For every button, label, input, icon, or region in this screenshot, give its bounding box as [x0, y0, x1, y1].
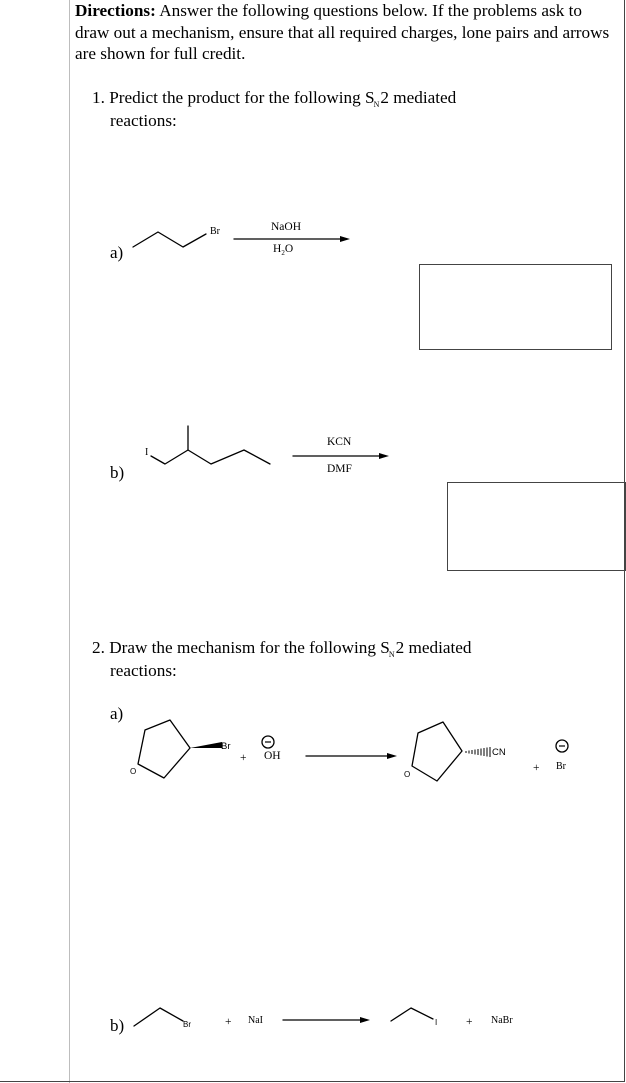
- q2b-label: b): [110, 1016, 125, 1035]
- q2b-reactant-skeleton: [134, 1008, 183, 1026]
- q2a-product-ring-oxygen: O: [404, 770, 411, 779]
- q1b-leaving-group: I: [145, 447, 149, 458]
- q2b-arrowhead-icon: [360, 1017, 370, 1023]
- q2a-leaving-group: Br: [221, 741, 231, 752]
- q1a-reagent-bottom: $H_2O$: [273, 243, 294, 257]
- q1a-reactant-skeleton: [133, 232, 206, 247]
- q1a-reagent-top: NaOH: [271, 221, 302, 233]
- q2-prompt: 2. Draw the mechanism for the following $S_N2$ mediated: [92, 638, 472, 659]
- q2b-byproduct-plus: +: [466, 1016, 473, 1028]
- q2a-arrowhead-icon: [387, 753, 397, 759]
- q2a-label: a): [110, 704, 124, 723]
- q1b-reagent-bottom: DMF: [327, 463, 352, 475]
- q2a-byproduct: Br: [556, 761, 566, 772]
- q1b-label: b): [110, 463, 125, 482]
- q1-prompt: 1. Predict the product for the following $S_N2$ mediated: [92, 88, 457, 109]
- q2a-reactant-ring: [138, 720, 190, 778]
- q2b-leaving-group: Br: [183, 1020, 191, 1029]
- q2-prompt-line2: reactions:: [110, 661, 177, 680]
- q2b-product-skeleton: [391, 1008, 433, 1021]
- q1b-arrowhead-icon: [379, 453, 389, 459]
- q2a-product-ring: [412, 722, 462, 781]
- q1a-leaving-group: Br: [210, 226, 220, 237]
- q2a-byproduct-plus: +: [533, 762, 540, 774]
- directions-heading: Directions: [75, 1, 151, 20]
- q2a-wedge-bond: [190, 742, 222, 748]
- q1a-label: a): [110, 243, 124, 262]
- q2a-plus: +: [240, 752, 247, 764]
- q1b-reagent-top: KCN: [327, 436, 352, 448]
- q2a-nucleophile: OH: [264, 750, 281, 762]
- directions-paragraph: Directions: Answer the following questions below. If the problems ask to draw out a mechanism, ensure that all required charges, lone pairs and arrows are shown for full credit.: [75, 1, 610, 63]
- q2b-byproduct: NaBr: [491, 1015, 513, 1026]
- q2b-reagent: NaI: [248, 1015, 263, 1026]
- q2b-plus: +: [225, 1016, 232, 1028]
- q2b-product-group: I: [435, 1018, 438, 1027]
- directions-text: Answer the following questions below. If the problems ask to draw out a mechanism, ensure that all required charges, lone pairs and arrows are shown for full credit.: [75, 1, 610, 63]
- q1b-reactant-skeleton: [151, 450, 270, 464]
- q1a-arrowhead-icon: [340, 236, 350, 242]
- q1-prompt-line2: reactions:: [110, 111, 177, 130]
- q2a-product-group: CN: [492, 747, 506, 758]
- q2a-ring-oxygen: O: [130, 767, 137, 776]
